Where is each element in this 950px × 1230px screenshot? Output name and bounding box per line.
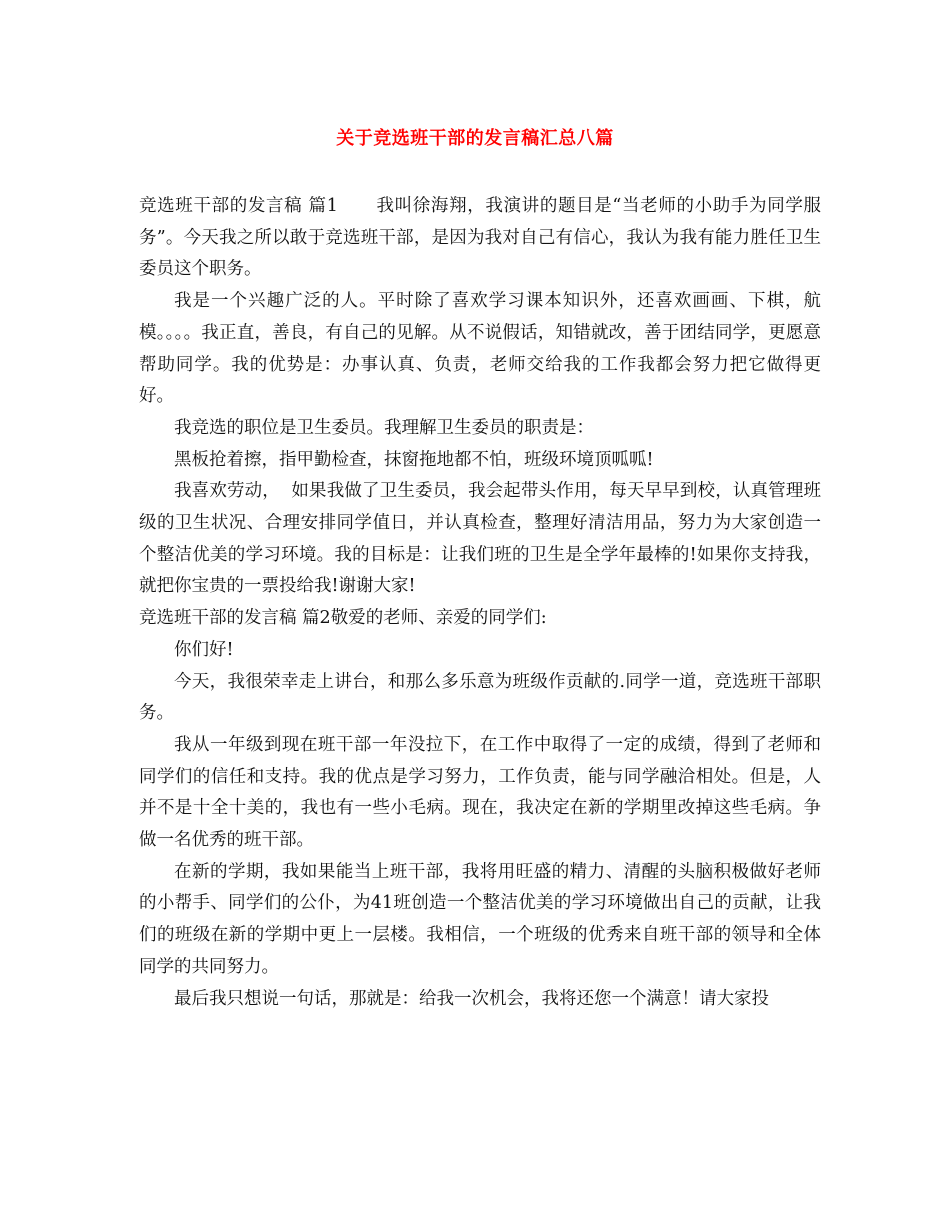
section-2-heading: 竞选班干部的发言稿 篇2 (139, 608, 331, 629)
paragraph: 我是一个兴趣广泛的人。平时除了喜欢学习课本知识外，还喜欢画画、下棋，航模。。。。我正直，善良，有自己的见解。从不说假话，知错就改，善于团结同学，更愿意帮助同学。我的优势是：办事认真、负责，老师交给我的工作我都会努力把它做得更好。 (139, 291, 821, 407)
paragraph: 最后我只想说一句话，那就是：给我一次机会，我将还您一个满意！请大家投 (174, 988, 769, 1009)
paragraph: 今天，我很荣幸走上讲台，和那么多乐意为班级作贡献的.同学一道，竞选班干部职务。 (139, 671, 821, 724)
paragraph: 你们好! (174, 639, 234, 660)
section-1-lead: 我叫徐海翔，我演讲的题目是“当老师的小助手为同学服务”。今天我之所以敢于竞选班干部，是因为我对自己有信心，我认为我有能力胜任卫生委员这个职务。 (139, 196, 821, 280)
section-1-opening (139, 191, 821, 286)
paragraph: 我竞选的职位是卫生委员。我理解卫生委员的职责是： (174, 417, 594, 438)
paragraph: 我喜欢劳动， 如果我做了卫生委员，我会起带头作用，每天早早到校，认真管理班级的卫生状况、合理安排同学值日，并认真检查，整理好清洁用品，努力为大家创造一个整洁优美的学习环境。我的目标是：让我们班的卫生是全学年最棒的!如果你支持我，就把你宝贵的一票投给我!谢谢大家! (139, 481, 821, 597)
paragraph: 我从一年级到现在班干部一年没拉下，在工作中取得了一定的成绩，得到了老师和同学们的信任和支持。我的优点是学习努力，工作负责，能与同学融洽相处。但是，人并不是十全十美的，我也有一些小毛病。现在，我决定在新的学期里改掉这些毛病。争做一名优秀的班干部。 (139, 734, 821, 851)
paragraph: 在新的学期，我如果能当上班干部，我将用旺盛的精力、清醒的头脑积极做好老师的小帮手、同学们的公仆，为41班创造一个整洁优美的学习环境做出自己的贡献，让我们的班级在新的学期中更上一层楼。我相信，一个班级的优秀来自班干部的领导和全体同学的共同努力。 (139, 861, 821, 977)
paragraph: 黑板抢着擦，指甲勤检查，抹窗拖地都不怕，班级环境顶呱呱! (174, 449, 654, 470)
section-1-heading: 竞选班干部的发言稿 篇1 (139, 196, 338, 216)
section-2-opening (139, 603, 821, 635)
document-title: 关于竞选班干部的发言稿汇总八篇 (336, 128, 614, 149)
document-body (139, 191, 821, 1015)
section-2-lead: 敬爱的老师、亲爱的同学们: (330, 608, 547, 629)
